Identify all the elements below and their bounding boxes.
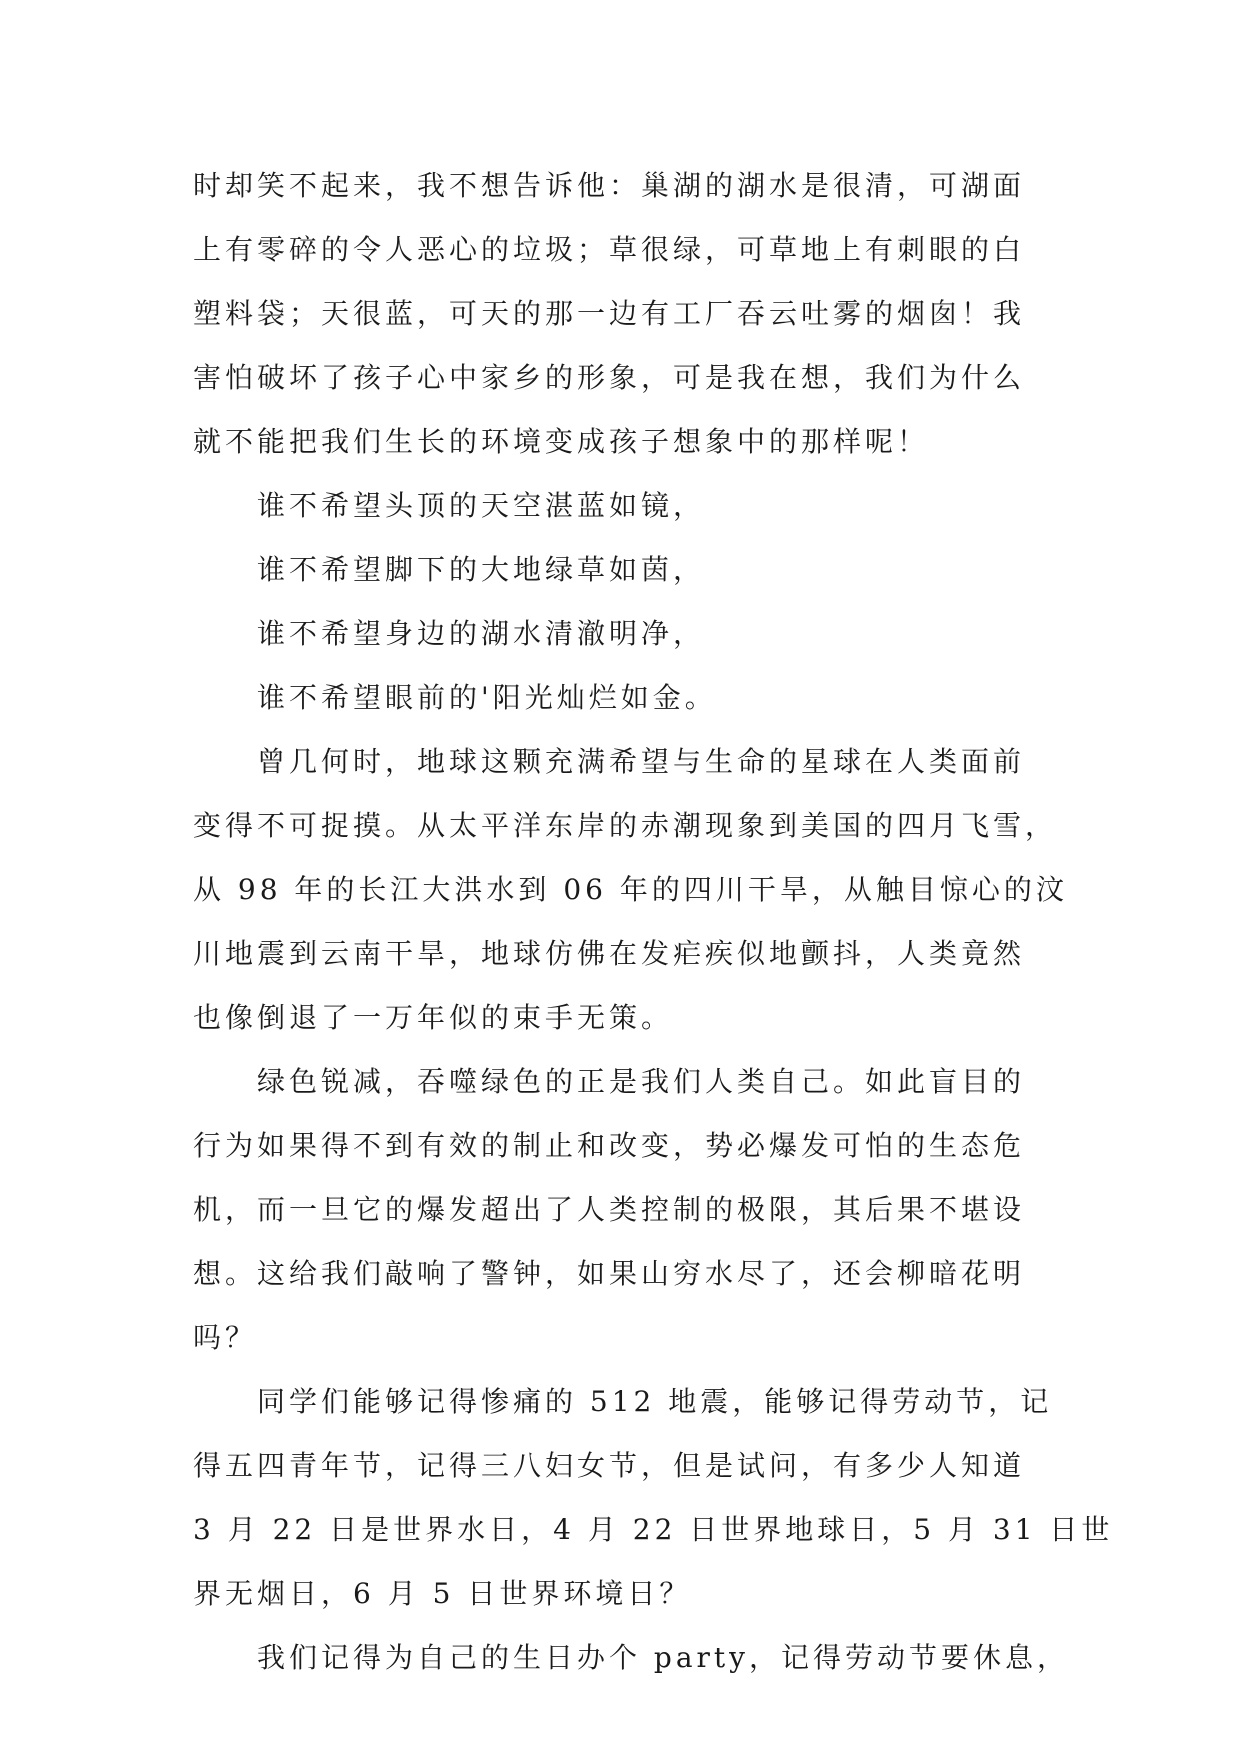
text-line: 行为如果得不到有效的制止和改变，势必爆发可怕的生态危 [193, 1129, 1026, 1162]
verse-line: 谁不希望眼前的'阳光灿烂如金。 [257, 681, 717, 714]
text-line: 界无烟日，6 月 5 日世界环境日？ [193, 1577, 692, 1610]
paragraph-start-line: 曾几何时，地球这颗充满希望与生命的星球在人类面前 [257, 745, 1026, 778]
verse-line: 谁不希望身边的湖水清澈明净， [257, 617, 706, 650]
verse-line: 谁不希望脚下的大地绿草如茵， [257, 553, 706, 586]
text-line: 从 98 年的长江大洪水到 06 年的四川干旱，从触目惊心的汶 [193, 873, 1068, 906]
text-line: 3 月 22 日是世界水日，4 月 22 日世界地球日，5 月 31 日世 [193, 1513, 1114, 1546]
text-line: 变得不可捉摸。从太平洋东岸的赤潮现象到美国的四月飞雪， [193, 809, 1058, 842]
paragraph-start-line: 同学们能够记得惨痛的 512 地震，能够记得劳动节，记 [257, 1385, 1053, 1418]
text-line: 塑料袋；天很蓝，可天的那一边有工厂吞云吐雾的烟囱！我 [193, 297, 1026, 330]
text-line: 上有零碎的令人恶心的垃圾；草很绿，可草地上有刺眼的白 [193, 233, 1026, 266]
text-line: 得五四青年节，记得三八妇女节，但是试问，有多少人知道 [193, 1449, 1026, 1482]
verse-line: 谁不希望头顶的天空湛蓝如镜， [257, 489, 706, 522]
text-line: 就不能把我们生长的环境变成孩子想象中的那样呢！ [193, 425, 930, 458]
text-line: 时却笑不起来，我不想告诉他：巢湖的湖水是很清，可湖面 [193, 169, 1026, 202]
text-line: 机，而一旦它的爆发超出了人类控制的极限，其后果不堪设 [193, 1193, 1026, 1226]
text-line: 川地震到云南干旱，地球仿佛在发疟疾似地颤抖，人类竟然 [193, 937, 1026, 970]
text-line: 想。这给我们敲响了警钟，如果山穷水尽了，还会柳暗花明 [193, 1257, 1026, 1290]
paragraph-start-line: 绿色锐减，吞噬绿色的正是我们人类自己。如此盲目的 [257, 1065, 1026, 1098]
document-body [193, 154, 1114, 1690]
text-line: 吗？ [193, 1321, 258, 1354]
text-line: 也像倒退了一万年似的束手无策。 [193, 1001, 674, 1034]
paragraph-start-line: 我们记得为自己的生日办个 party，记得劳动节要休息， [257, 1641, 1069, 1674]
text-line: 害怕破坏了孩子心中家乡的形象，可是我在想，我们为什么 [193, 361, 1026, 394]
